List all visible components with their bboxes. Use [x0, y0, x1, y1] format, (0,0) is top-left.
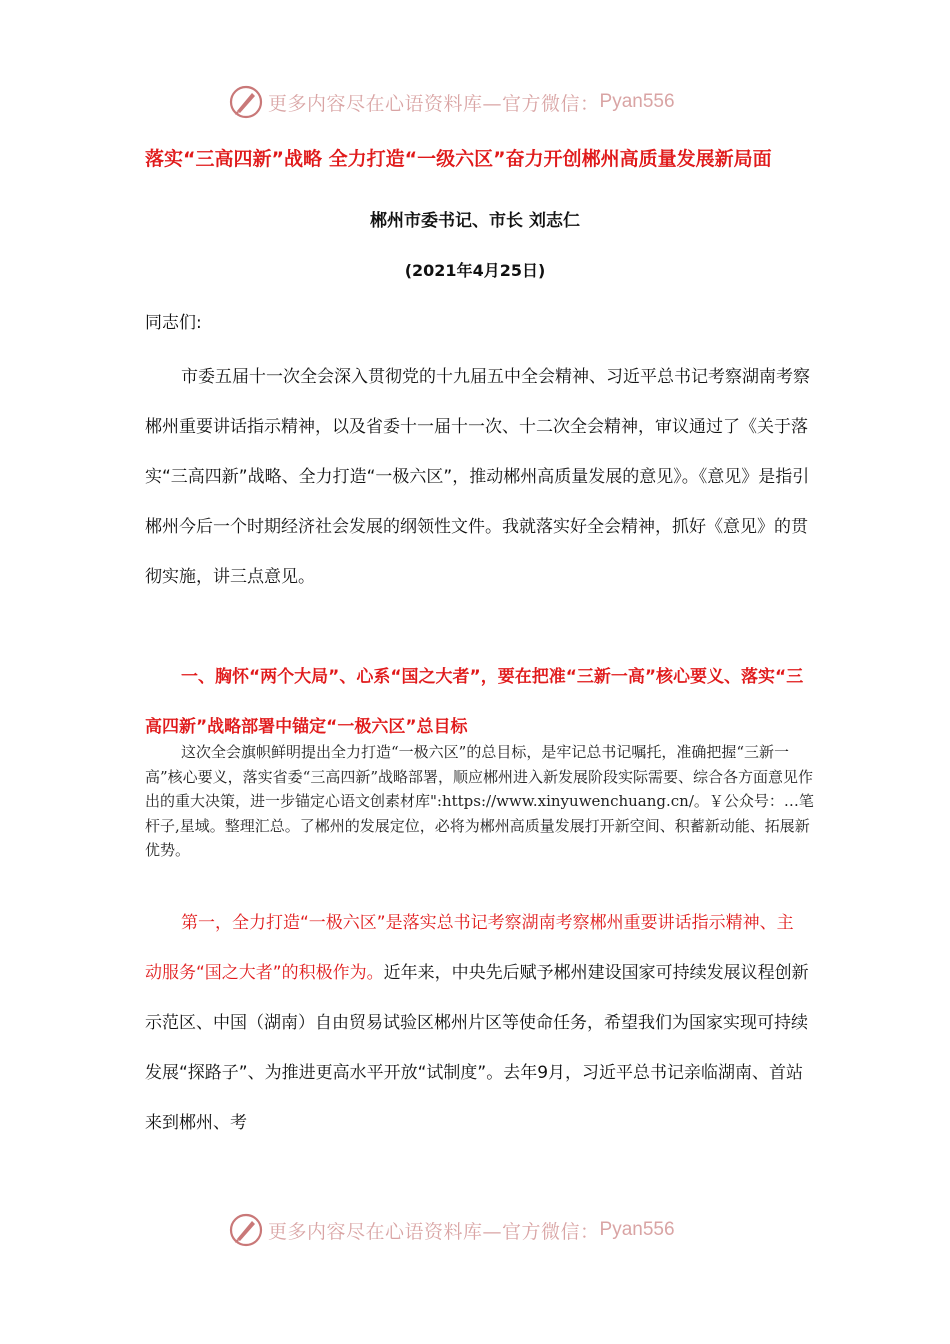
pen-quill-icon	[228, 84, 264, 120]
bottom-banner	[228, 1210, 748, 1250]
section-heading-1: 一、胸怀“两个大局”、心系“国之大者”，要在把准“三新一高”核心要义、落实“三高四新”战略部署中锚定“一极六区”总目标	[145, 667, 804, 737]
banner-text: 更多内容尽在心语资料库—官方微信：	[268, 1220, 600, 1243]
paragraph-first-point	[145, 898, 810, 1148]
banner-wechat: Pyan556	[599, 1219, 675, 1240]
top-banner	[228, 82, 748, 122]
greeting: 同志们:	[145, 313, 202, 333]
banner-wechat: Pyan556	[599, 91, 675, 112]
paragraph-intro: 市委五届十一次全会深入贯彻党的十九届五中全会精神、习近平总书记考察湖南考察郴州重要讲话指示精神，以及省委十一届十一次、十二次全会精神，审议通过了《关于落实“三高四新”战略、全力打造“一极六区”，推动郴州高质量发展的意见》。《意见》是指引郴州今后一个时期经济社会发展的纲领性文件。我就落实好全会精神，抓好《意见》的贯彻实施，讲三点意见。	[145, 367, 810, 587]
document-title: 落实“三高四新”战略 全力打造“一级六区”奋力开创郴州高质量发展新局面	[145, 148, 772, 170]
banner-text: 更多内容尽在心语资料库—官方微信：	[268, 92, 600, 115]
first-point-body: 近年来，中央先后赋予郴州建设国家可持续发展议程创新示范区、中国（湖南）自由贸易试验区郴州片区等使命任务，希望我们为国家实现可持续发展“探路子”、为推进更高水平开放“试制度”。去年9月，习近平总书记亲临湖南、首站来到郴州、考	[145, 963, 809, 1133]
first-point-heading: 第一，全力打造“一极六区”是落实总书记考察湖南考察郴州重要讲话指示精神、主动服务“国之大者”的积极作为。	[145, 913, 794, 983]
document-date: (2021年4月25日)	[404, 261, 546, 280]
pen-quill-icon	[228, 1212, 264, 1248]
paragraph-serif: 这次全会旗帜鲜明提出全力打造“一极六区”的总目标，是牢记总书记嘱托，准确把握“三新一高”核心要义，落实省委“三高四新”战略部署，顺应郴州进入新发展阶段实际需要、综合各方面意见作出的重大决策，进一步锚定心语文创素材库":https://www.xinyuwenchuang.cn/。￥公众号：…笔杆子,星域。整理汇总。了郴州的发展定位，必将为郴州高质量发展打开新空间、积蓄新动能、拓展新优势。	[145, 743, 814, 859]
document-author: 郴州市委书记、市长 刘志仁	[370, 211, 580, 231]
